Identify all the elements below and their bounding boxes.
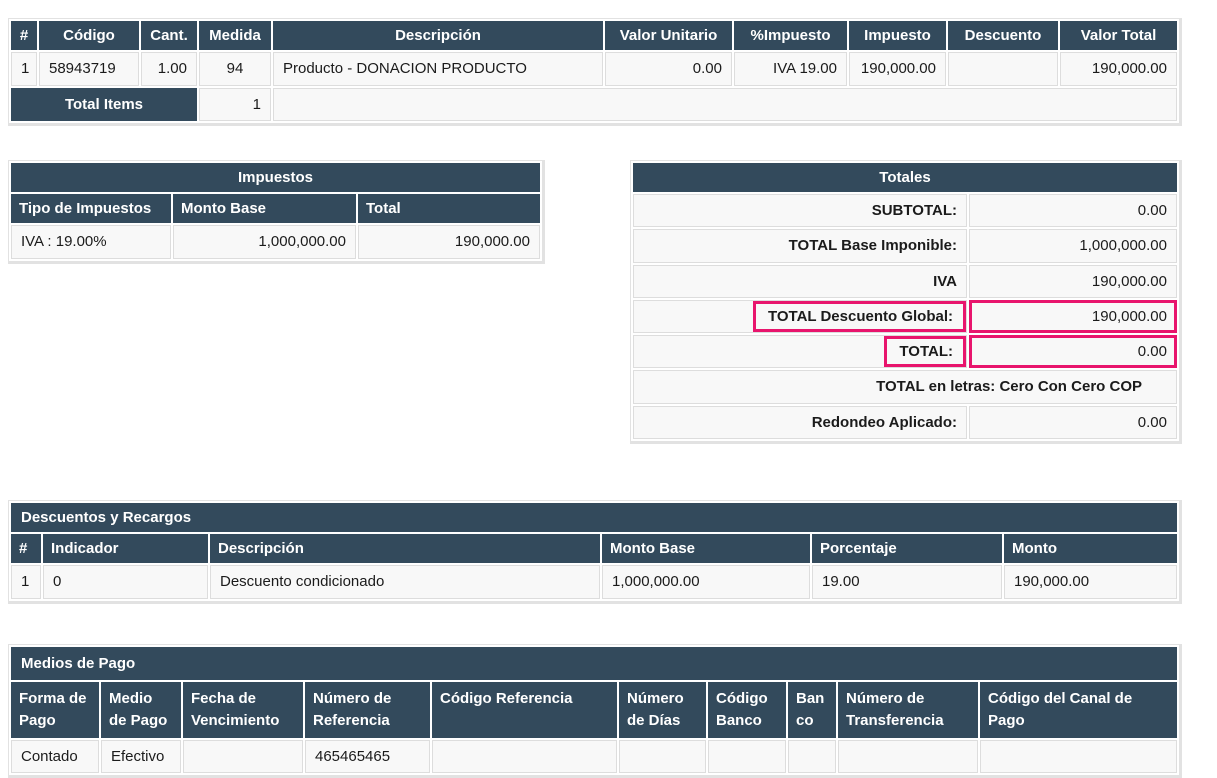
impuestos-row	[11, 225, 540, 258]
descuentos-title-row	[11, 503, 1177, 532]
cell-valor-unitario: 0.00	[605, 52, 732, 85]
total-en-letras: TOTAL en letras: Cero Con Cero COP	[633, 370, 1177, 403]
medios-pago-title-row	[11, 647, 1177, 681]
total-items-value: 1	[199, 88, 271, 121]
iva-label: IVA	[633, 265, 967, 298]
cell-numero-dias	[619, 740, 706, 773]
totales-row-subtotal	[633, 194, 1177, 227]
col-header-indicador: Indicador	[43, 534, 208, 563]
medios-pago-table	[8, 644, 1182, 778]
cell-total: 190,000.00	[358, 225, 540, 258]
col-header-banco: Banco	[788, 682, 836, 738]
col-header-codigo-canal-pago: Código del Canal de Pago	[980, 682, 1177, 738]
col-header-tipo-impuestos: Tipo de Impuestos	[11, 194, 171, 223]
col-header-porcentaje: Porcentaje	[812, 534, 1002, 563]
items-header-row	[11, 21, 1177, 50]
base-imponible-label: TOTAL Base Imponible:	[633, 229, 967, 262]
col-header-valor-total: Valor Total	[1060, 21, 1177, 50]
col-header-total: Total	[358, 194, 540, 223]
totales-row-total	[633, 335, 1177, 368]
descuentos-header-row	[11, 534, 1177, 563]
cell-forma-pago: Contado	[11, 740, 99, 773]
highlighted-total-value: 0.00	[969, 335, 1177, 368]
total-items-filler	[273, 88, 1177, 121]
col-header-forma-pago: Forma de Pago	[11, 682, 99, 738]
cell-tipo-impuesto: IVA : 19.00%	[11, 225, 171, 258]
cell-indicador: 0	[43, 565, 208, 598]
col-header-fecha-vencimiento: Fecha de Vencimiento	[183, 682, 303, 738]
subtotal-value: 0.00	[969, 194, 1177, 227]
totales-row-descuento-global	[633, 300, 1177, 333]
cell-valor-total: 190,000.00	[1060, 52, 1177, 85]
cell-medio-pago: Efectivo	[101, 740, 181, 773]
col-header-valor-unitario: Valor Unitario	[605, 21, 732, 50]
highlighted-total-label: TOTAL:	[884, 336, 966, 367]
col-header-pct-impuesto: %Impuesto	[734, 21, 847, 50]
total-label-cell	[633, 335, 967, 368]
impuestos-table	[8, 160, 545, 264]
redondeo-value: 0.00	[969, 406, 1177, 439]
totales-row-redondeo	[633, 406, 1177, 439]
impuestos-title-row	[11, 163, 540, 192]
redondeo-label: Redondeo Aplicado:	[633, 406, 967, 439]
cell-numero: 1	[11, 52, 37, 85]
totales-title-row	[633, 163, 1177, 192]
totales-table	[630, 160, 1182, 444]
totales-row-en-letras	[633, 370, 1177, 403]
cell-desc-numero: 1	[11, 565, 41, 598]
col-header-medio-pago: Medio de Pago	[101, 682, 181, 738]
col-header-codigo: Código	[39, 21, 139, 50]
cell-numero-referencia: 465465465	[305, 740, 430, 773]
col-header-descuento: Descuento	[948, 21, 1058, 50]
item-row	[11, 52, 1177, 85]
summary-section	[8, 160, 1182, 444]
totales-title: Totales	[633, 163, 1177, 192]
iva-value: 190,000.00	[969, 265, 1177, 298]
cell-porcentaje: 19.00	[812, 565, 1002, 598]
col-header-codigo-referencia: Código Referencia	[432, 682, 617, 738]
totales-row-iva	[633, 265, 1177, 298]
cell-descripcion: Producto - DONACION PRODUCTO	[273, 52, 603, 85]
cell-cantidad: 1.00	[141, 52, 197, 85]
col-header-desc-monto-base: Monto Base	[602, 534, 810, 563]
cell-monto-base: 1,000,000.00	[173, 225, 356, 258]
col-header-numero-transferencia: Número de Transferencia	[838, 682, 978, 738]
base-imponible-value: 1,000,000.00	[969, 229, 1177, 262]
cell-codigo-referencia	[432, 740, 617, 773]
impuestos-title: Impuestos	[11, 163, 540, 192]
highlighted-descuento-global-value: 190,000.00	[969, 300, 1177, 333]
descuento-global-label-cell	[633, 300, 967, 333]
col-header-desc-descripcion: Descripción	[210, 534, 600, 563]
descuentos-row	[11, 565, 1177, 598]
total-items-label: Total Items	[11, 88, 197, 121]
col-header-numero: #	[11, 21, 37, 50]
col-header-descripcion: Descripción	[273, 21, 603, 50]
cell-fecha-vencimiento	[183, 740, 303, 773]
cell-numero-transferencia	[838, 740, 978, 773]
highlighted-descuento-global-label: TOTAL Descuento Global:	[753, 301, 966, 332]
cell-descuento	[948, 52, 1058, 85]
totales-row-base-imponible	[633, 229, 1177, 262]
cell-codigo: 58943719	[39, 52, 139, 85]
col-header-numero-referencia: Número de Referencia	[305, 682, 430, 738]
col-header-codigo-banco: Código Banco	[708, 682, 786, 738]
col-header-desc-numero: #	[11, 534, 41, 563]
cell-codigo-banco	[708, 740, 786, 773]
cell-pct-impuesto: IVA 19.00	[734, 52, 847, 85]
descuentos-table	[8, 500, 1182, 604]
descuentos-title: Descuentos y Recargos	[11, 503, 1177, 532]
col-header-monto: Monto	[1004, 534, 1177, 563]
cell-medida: 94	[199, 52, 271, 85]
col-header-medida: Medida	[199, 21, 271, 50]
medios-pago-header-row	[11, 682, 1177, 738]
cell-desc-descripcion: Descuento condicionado	[210, 565, 600, 598]
cell-desc-monto-base: 1,000,000.00	[602, 565, 810, 598]
items-table	[8, 18, 1182, 126]
col-header-impuesto: Impuesto	[849, 21, 946, 50]
cell-codigo-canal-pago	[980, 740, 1177, 773]
col-header-cantidad: Cant.	[141, 21, 197, 50]
invoice-detail-page	[8, 18, 1182, 778]
medios-pago-title: Medios de Pago	[11, 647, 1177, 681]
medios-pago-row	[11, 740, 1177, 773]
impuestos-header-row	[11, 194, 540, 223]
cell-monto: 190,000.00	[1004, 565, 1177, 598]
subtotal-label: SUBTOTAL:	[633, 194, 967, 227]
col-header-numero-dias: Número de Días	[619, 682, 706, 738]
col-header-monto-base: Monto Base	[173, 194, 356, 223]
cell-banco	[788, 740, 836, 773]
total-items-row	[11, 88, 1177, 121]
cell-impuesto: 190,000.00	[849, 52, 946, 85]
